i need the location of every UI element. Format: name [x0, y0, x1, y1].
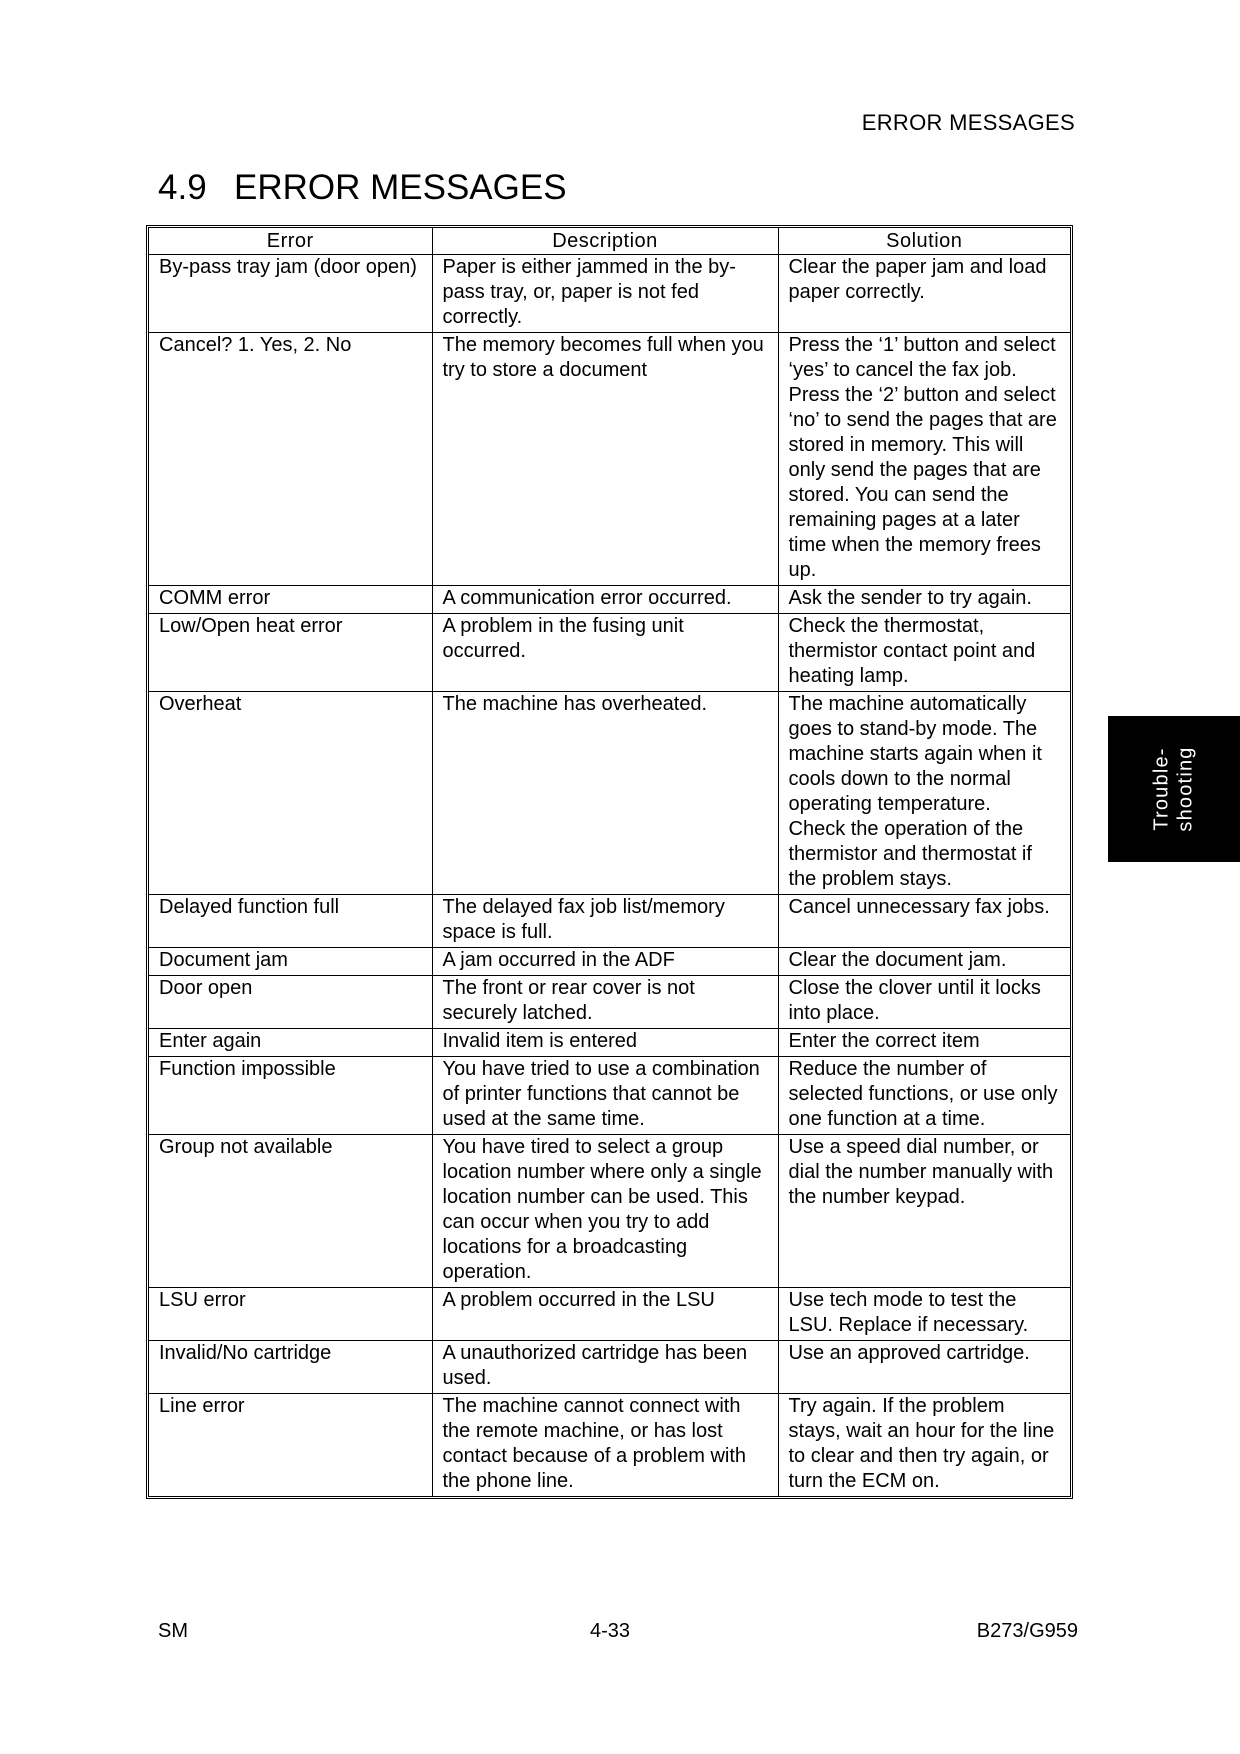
solution-paragraph: Clear the document jam. [788, 949, 1007, 971]
description-cell: The delayed fax job list/memory space is full. [432, 895, 778, 948]
description-cell: The machine has overheated. [432, 692, 778, 895]
footer-page-number: 4-33 [590, 1620, 631, 1642]
footer-manual-code: SM [158, 1620, 188, 1642]
description-cell: You have tired to select a group location number where only a single location number can be used. This can occur when you try to add locations for a broadcasting operation. [432, 1135, 778, 1288]
description-cell: A problem in the fusing unit occurred. [432, 614, 778, 692]
column-header-error: Error [149, 228, 432, 255]
solution-cell [778, 1029, 1070, 1057]
solution-cell [778, 692, 1070, 895]
error-table [149, 228, 1070, 1496]
error-cell: Door open [149, 976, 432, 1029]
table-row [149, 1029, 1070, 1057]
solution-cell [778, 1057, 1070, 1135]
description-cell: A jam occurred in the ADF [432, 948, 778, 976]
page-footer [158, 1620, 1078, 1646]
solution-paragraph: Use a speed dial number, or dial the number manually with the number keypad. [788, 1136, 1054, 1208]
solution-cell [778, 1394, 1070, 1497]
column-header-solution: Solution [778, 228, 1070, 255]
solution-cell [778, 895, 1070, 948]
running-header: ERROR MESSAGES [861, 110, 1075, 135]
solution-paragraph: Close the clover until it locks into place. [788, 977, 1041, 1024]
table-row [149, 1057, 1070, 1135]
solution-cell [778, 1341, 1070, 1394]
error-cell: COMM error [149, 586, 432, 614]
error-cell: Cancel? 1. Yes, 2. No [149, 333, 432, 586]
table-row [149, 614, 1070, 692]
section-tab-line-2: shooting [1175, 746, 1197, 832]
description-cell: The machine cannot connect with the remote machine, or has lost contact because of a problem with the phone line. [432, 1394, 778, 1497]
section-title [158, 168, 567, 208]
solution-cell [778, 976, 1070, 1029]
error-cell: Low/Open heat error [149, 614, 432, 692]
section-tab-line-1: Trouble- [1151, 747, 1173, 831]
description-cell: Paper is either jammed in the by-pass tray, or, paper is not fed correctly. [432, 255, 778, 333]
table-row [149, 1394, 1070, 1497]
solution-paragraph: Use an approved cartridge. [788, 1342, 1030, 1364]
description-cell: The memory becomes full when you try to store a document [432, 333, 778, 586]
description-cell: A problem occurred in the LSU [432, 1288, 778, 1341]
table-row [149, 976, 1070, 1029]
table-row [149, 895, 1070, 948]
error-cell: By-pass tray jam (door open) [149, 255, 432, 333]
solution-cell [778, 948, 1070, 976]
error-cell: Group not available [149, 1135, 432, 1288]
solution-paragraph: Reduce the number of selected functions, or use only one function at a time. [788, 1058, 1058, 1130]
solution-paragraph: Press the ‘2’ button and select ‘no’ to send the pages that are stored in memory. This will only send the pages that are stored. You can send the remaining pages at a later time when the memory frees up. [788, 384, 1057, 581]
solution-paragraph: The machine automatically goes to stand-by mode. The machine starts again when it cools down to the normal operating temperature. [788, 693, 1042, 815]
description-cell: You have tried to use a combination of printer functions that cannot be used at the same time. [432, 1057, 778, 1135]
description-cell: A communication error occurred. [432, 586, 778, 614]
footer-model-number: B273/G959 [976, 1620, 1078, 1642]
solution-cell [778, 1288, 1070, 1341]
solution-cell [778, 1135, 1070, 1288]
error-cell: Delayed function full [149, 895, 432, 948]
solution-paragraph: Clear the paper jam and load paper correctly. [788, 256, 1047, 303]
description-cell: Invalid item is entered [432, 1029, 778, 1057]
solution-paragraph: Check the operation of the thermistor and thermostat if the problem stays. [788, 818, 1032, 890]
table-body [149, 255, 1070, 1497]
section-title-text: ERROR MESSAGES [234, 168, 567, 207]
solution-paragraph: Use tech mode to test the LSU. Replace if necessary. [788, 1289, 1029, 1336]
section-number: 4.9 [158, 168, 207, 207]
error-cell: Overheat [149, 692, 432, 895]
section-tab-label [1150, 746, 1198, 831]
error-cell: Function impossible [149, 1057, 432, 1135]
table-row [149, 1135, 1070, 1288]
column-header-description: Description [432, 228, 778, 255]
table-row [149, 333, 1070, 586]
table-header-row [149, 228, 1070, 255]
table-row [149, 948, 1070, 976]
table-row [149, 255, 1070, 333]
solution-paragraph: Check the thermostat, thermistor contact point and heating lamp. [788, 615, 1036, 687]
description-cell: A unauthorized cartridge has been used. [432, 1341, 778, 1394]
solution-cell [778, 586, 1070, 614]
error-messages-table [146, 225, 1073, 1499]
table-row [149, 1288, 1070, 1341]
error-cell: Line error [149, 1394, 432, 1497]
error-cell: Invalid/No cartridge [149, 1341, 432, 1394]
solution-paragraph: Press the ‘1’ button and select ‘yes’ to cancel the fax job. [788, 334, 1056, 381]
solution-cell [778, 333, 1070, 586]
solution-paragraph: Cancel unnecessary fax jobs. [788, 896, 1050, 918]
table-row [149, 586, 1070, 614]
solution-paragraph: Enter the correct item [788, 1030, 980, 1052]
error-cell: LSU error [149, 1288, 432, 1341]
description-cell: The front or rear cover is not securely latched. [432, 976, 778, 1029]
solution-paragraph: Try again. If the problem stays, wait an hour for the line to clear and then try again, or turn the ECM on. [788, 1395, 1055, 1492]
table-row [149, 1341, 1070, 1394]
solution-cell [778, 614, 1070, 692]
error-cell: Enter again [149, 1029, 432, 1057]
table-row [149, 692, 1070, 895]
error-cell: Document jam [149, 948, 432, 976]
solution-cell [778, 255, 1070, 333]
section-tab-marker [1108, 716, 1240, 862]
solution-paragraph: Ask the sender to try again. [788, 587, 1032, 609]
